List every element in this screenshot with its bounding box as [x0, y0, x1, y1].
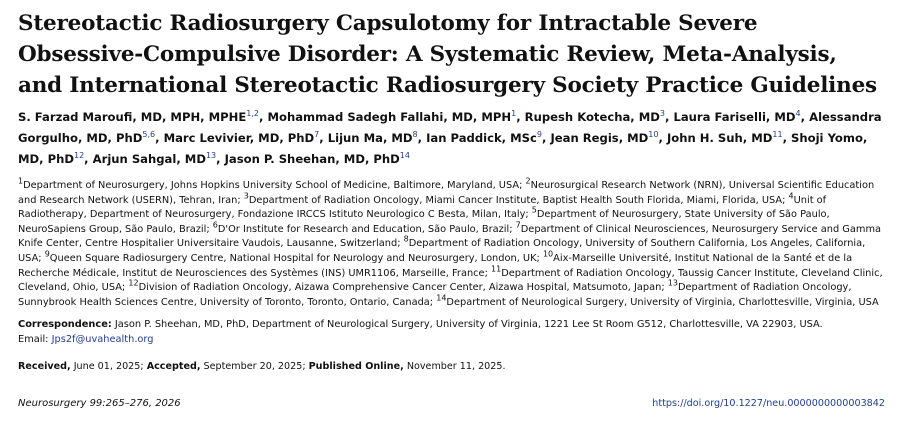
- affiliation-text: Department of Radiation Oncology, Sunnybrook Health Sciences Centre, University of Toronto, Toronto, Ontario, Canada;: [18, 282, 852, 308]
- author: [328, 131, 418, 145]
- accepted-label: Accepted,: [146, 360, 201, 372]
- email-link[interactable]: Jps2f@uvahealth.org: [51, 333, 154, 345]
- author-name: Ian Paddick, MSc: [426, 131, 537, 145]
- accepted-date: September 20, 2025;: [203, 360, 306, 372]
- author-affiliation-ref: 8: [412, 130, 418, 140]
- affiliation: [243, 191, 786, 206]
- affiliation-text: Department of Neurological Surgery, University of Virginia, Charlottesville, Virginia, USA: [446, 296, 879, 308]
- author-name: Rupesh Kotecha, MD: [524, 110, 660, 124]
- affiliation-number: 9: [44, 249, 50, 259]
- affiliation-number: 2: [525, 176, 531, 186]
- author-affiliation-ref: 1: [511, 109, 517, 119]
- affiliation-text: Department of Clinical Neurosciences, Neurosurgery Service and Gamma Knife Center, Centre Hospitalier Universitaire Vaudois, Lausanne, Switzerland;: [18, 223, 881, 250]
- affiliation: [212, 220, 513, 235]
- author-affiliation-ref: 9: [536, 130, 542, 140]
- author-name: Arjun Sahgal, MD: [92, 152, 206, 166]
- author-affiliation-ref: 5,6: [142, 130, 156, 140]
- correspondence: [18, 318, 885, 347]
- affiliation-number: 12: [128, 278, 139, 288]
- affiliation-number: 6: [212, 220, 218, 230]
- affiliation: [18, 176, 523, 191]
- author: [673, 110, 800, 124]
- affiliation-text: Department of Radiation Oncology, University of Southern California, Los Angeles, California, USA;: [18, 238, 866, 264]
- affiliation-text: Aix-Marseille Université, Institut National de la Santé et de la Recherche Médicale, Institut de Neurosciences des Systèmes (INS) UMR1106, Marseille, France;: [18, 252, 853, 279]
- author-affiliation-ref: 7: [314, 130, 320, 140]
- author-name: Shoji Yomo, MD, PhD: [18, 131, 868, 166]
- author: [426, 131, 542, 145]
- affiliation: [128, 278, 665, 294]
- email-label: Email:: [18, 333, 49, 345]
- author: [525, 110, 665, 124]
- article-title: Stereotactic Radiosurgery Capsulotomy for Intractable Severe Obsessive-Compulsive Disorder: A Systematic Review, Meta-Analysis, and International Stereotactic Radiosurgery Society Practice Guidelines: [18, 11, 877, 98]
- author-name: Lijun Ma, MD: [327, 131, 413, 145]
- author-name: Mohammad Sadegh Fallahi, MD, MPH: [267, 110, 512, 124]
- article-dates: [18, 361, 885, 372]
- author-affiliation-ref: 11: [772, 130, 783, 140]
- affiliation: [44, 249, 540, 264]
- author: [267, 110, 516, 124]
- author-affiliation-ref: 14: [399, 151, 410, 161]
- affiliation: [436, 293, 879, 308]
- author-name: Jean Regis, MD: [550, 131, 649, 145]
- author: [164, 131, 320, 145]
- received-date: June 01, 2025;: [73, 360, 144, 372]
- affiliation-number: 7: [515, 220, 521, 230]
- affiliation-text: Neurosurgical Research Network (NRN), Universal Scientific Education and Research Network (USERN), Tehran, Iran;: [18, 180, 875, 206]
- author-name: S. Farzad Maroufi, MD, MPH, MPHE: [18, 110, 247, 124]
- received-label: Received,: [18, 360, 71, 372]
- affiliation-number: 14: [436, 293, 447, 303]
- author-affiliation-ref: 13: [205, 151, 217, 161]
- doi-link[interactable]: https://doi.org/10.1227/neu.0000000000003842: [652, 398, 885, 409]
- affiliation-text: Department of Neurosurgery, Johns Hopkins University School of Medicine, Baltimore, Maryland, USA;: [23, 180, 523, 191]
- author-affiliation-ref: 3: [659, 109, 665, 119]
- affiliation-number: 10: [542, 249, 554, 259]
- author-name: Marc Levivier, MD, PhD: [163, 131, 315, 145]
- author: [18, 110, 259, 124]
- author-affiliation-ref: 1,2: [246, 109, 259, 119]
- published-label: Published Online,: [308, 360, 404, 372]
- correspondence-label: Correspondence:: [18, 319, 112, 331]
- affiliation-text: Department of Neurosurgery, State University of São Paulo, NeuroSapiens Group, São Paulo, Brazil;: [18, 209, 830, 235]
- author-affiliation-ref: 12: [73, 151, 85, 161]
- author: [225, 152, 410, 166]
- author: [550, 131, 658, 145]
- author-name: Laura Fariselli, MD: [673, 110, 796, 124]
- affiliation-number: 13: [667, 278, 678, 288]
- published-date: November 11, 2025.: [406, 360, 506, 372]
- affiliation-text: Department of Radiation Oncology, Taussig Cancer Institute, Cleveland Clinic, Cleveland, Ohio, USA;: [18, 267, 883, 294]
- affiliation-number: 1: [18, 176, 24, 186]
- correspondence-text: Jason P. Sheehan, MD, PhD, Department of Neurological Surgery, University of Virginia, 1221 Lee St Room G512, Charlottesville, VA 22903, USA.: [114, 319, 823, 331]
- author-name: Jason P. Sheehan, MD, PhD: [224, 152, 400, 166]
- affiliation-text: D'Or Institute for Research and Education, São Paulo, Brazil;: [217, 223, 513, 235]
- affiliation-text: Queen Square Radiosurgery Centre, National Hospital for Neurology and Neurosurgery, London, UK;: [49, 252, 540, 264]
- author: [93, 152, 217, 166]
- affiliation-number: 8: [403, 235, 409, 245]
- author-name: John H. Suh, MD: [666, 131, 773, 145]
- affiliation-list: [18, 176, 885, 310]
- affiliation-number: 3: [243, 191, 249, 201]
- affiliation-text: Unit of Radiotherapy, Department of Neurosurgery, Fondazione IRCCS Istituto Neurologico C Besta, Milan, Italy;: [18, 194, 827, 221]
- author-affiliation-ref: 4: [795, 109, 801, 119]
- author: [667, 131, 783, 145]
- journal-citation: Neurosurgery 99:265–276, 2026: [18, 398, 181, 409]
- author-name: Alessandra Gorgulho, MD, PhD: [18, 110, 882, 145]
- page-footer: [18, 398, 885, 409]
- author-list: S. Farzad Maroufi, MD, MPH, MPHE$^{1,2}$, Mohammad Sadegh Fallahi, MD, MPH$^1$, Rupesh Kotecha, $MD^3$, Laura Fariselli, $MD^4$, Alessandra Gorgulho, MD, PhD$^{5,6}$, Marc Levivier, MD, PhD$^7$, Lijun Ma, $MD^8$, Ian Paddick, MSc$^9$, Jean Regis, MD$^{10}$, John H. Suh, MD$^{11}$, Shoji Yomo, MD, PhD$^{12}$, Arjun Sahgal, MD$^{13}$, Jason P. Sheehan, MD, PhD$^{14}$: [18, 109, 882, 166]
- author-affiliation-ref: 10: [648, 130, 659, 140]
- affiliation-text: Division of Radiation Oncology, Aizawa Comprehensive Cancer Center, Aizawa Hospital, Matsumoto, Japan;: [138, 282, 665, 294]
- affiliation-number: 4: [788, 191, 794, 201]
- affiliation-text: Department of Radiation Oncology, Miami Cancer Institute, Baptist Health South Florida, Miami, Florida, USA;: [248, 194, 786, 206]
- affiliation-number: 5: [531, 205, 537, 215]
- affiliation-number: 11: [491, 264, 502, 274]
